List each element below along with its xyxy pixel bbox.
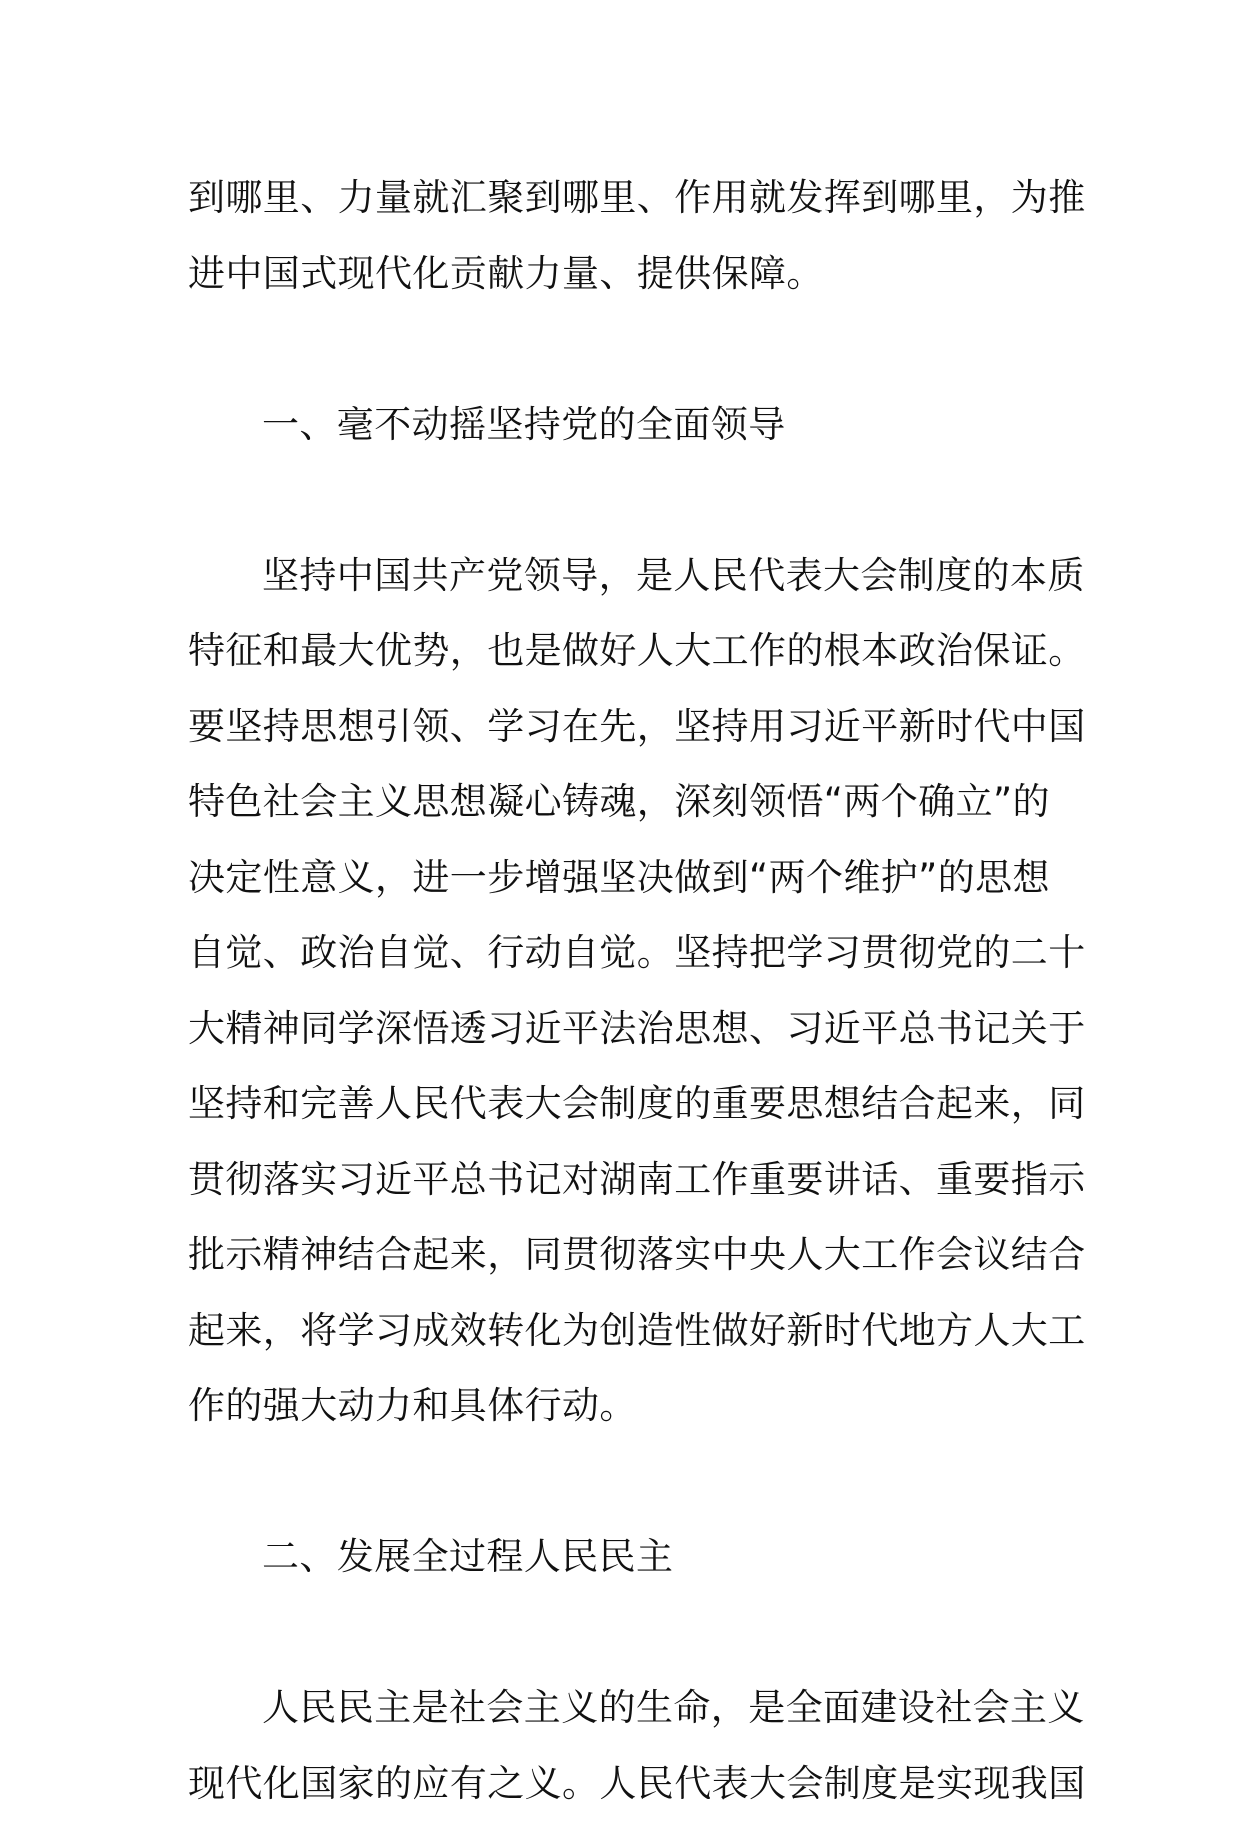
paragraph-line: 要坚持思想引领、学习在先，坚持用习近平新时代中国 [188,689,1058,765]
paragraph-line: 特色社会主义思想凝心铸魂，深刻领悟“两个确立”的 [188,764,1058,840]
section-heading-2: 二、发展全过程人民民主 [188,1519,1058,1595]
paragraph-line: 作的强大动力和具体行动。 [188,1368,1058,1444]
paragraph-line: 自觉、政治自觉、行动自觉。坚持把学习贯彻党的二十 [188,915,1058,991]
paragraph-line: 大精神同学深悟透习近平法治思想、习近平总书记关于 [188,991,1058,1067]
paragraph-gap [188,462,1058,538]
paragraph-line: 起来，将学习成效转化为创造性做好新时代地方人大工 [188,1293,1058,1369]
paragraph-line: 人民民主是社会主义的生命，是全面建设社会主义 [188,1670,1058,1746]
paragraph-gap [188,1444,1058,1520]
paragraph-line: 特征和最大优势，也是做好人大工作的根本政治保证。 [188,613,1058,689]
paragraph-line: 坚持和完善人民代表大会制度的重要思想结合起来，同 [188,1066,1058,1142]
section-heading-1: 一、毫不动摇坚持党的全面领导 [188,387,1058,463]
paragraph-gap [188,1595,1058,1671]
paragraph-line: 到哪里、力量就汇聚到哪里、作用就发挥到哪里，为推 [188,160,1058,236]
paragraph-line: 决定性意义，进一步增强坚决做到“两个维护”的思想 [188,840,1058,916]
paragraph-line: 贯彻落实习近平总书记对湖南工作重要讲话、重要指示 [188,1142,1058,1218]
document-body [188,160,1058,1821]
paragraph-line: 坚持中国共产党领导，是人民代表大会制度的本质 [188,538,1058,614]
paragraph-line: 进中国式现代化贡献力量、提供保障。 [188,236,1058,312]
paragraph-gap [188,311,1058,387]
paragraph-line: 现代化国家的应有之义。人民代表大会制度是实现我国 [188,1746,1058,1821]
paragraph-line: 批示精神结合起来，同贯彻落实中央人大工作会议结合 [188,1217,1058,1293]
